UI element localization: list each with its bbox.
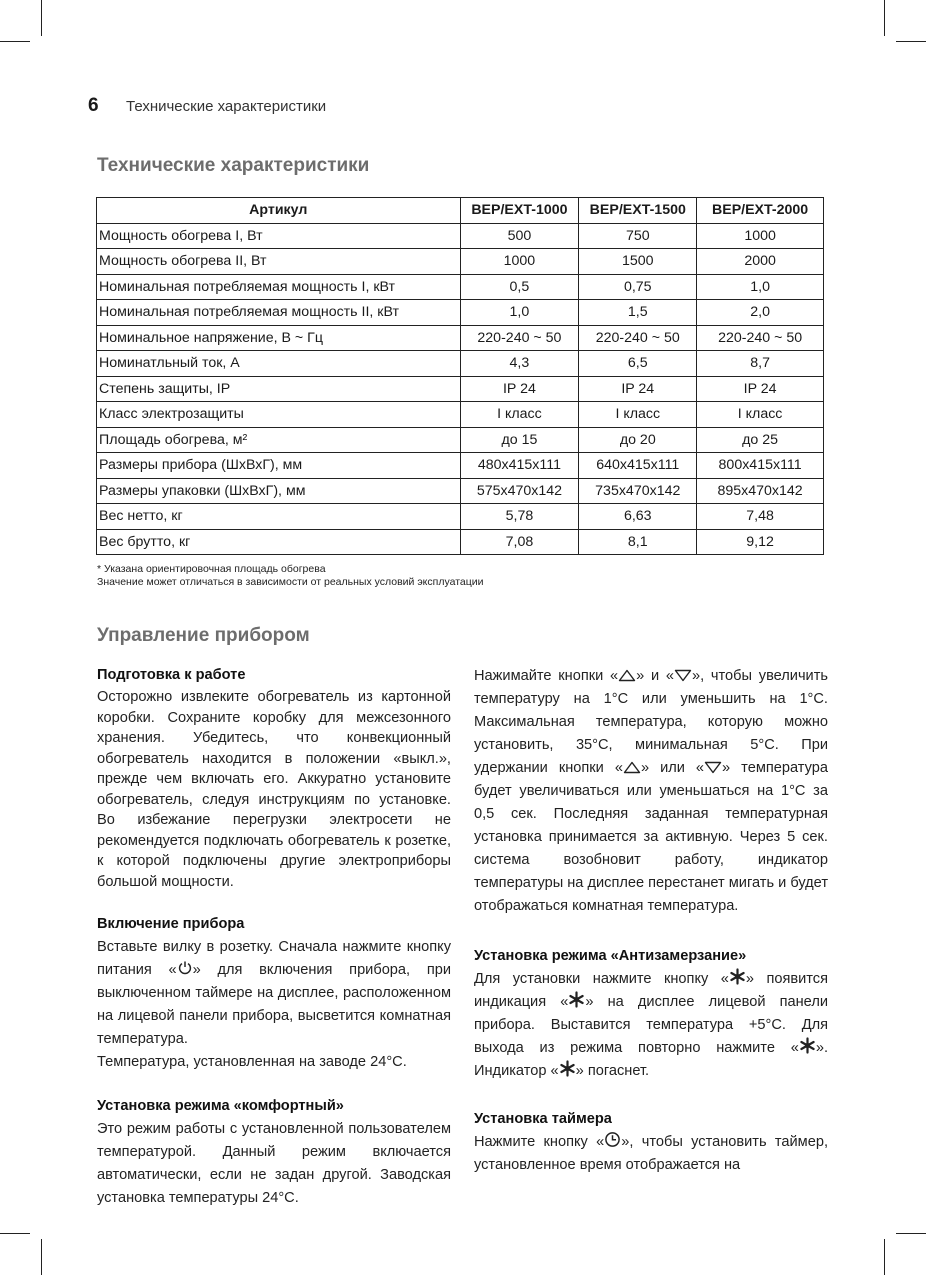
temp-adjust-section bbox=[474, 665, 828, 918]
parameter-name-cell: Номинальная потребляемая мощность II, кВт bbox=[97, 300, 461, 326]
value-cell: 1,0 bbox=[460, 300, 579, 326]
table-row bbox=[97, 453, 824, 479]
parameter-name-cell: Номинатльный ток, А bbox=[97, 351, 461, 377]
text-fragment: » появится индикация « bbox=[474, 971, 828, 1010]
crop-mark bbox=[884, 0, 885, 36]
comfort-section bbox=[97, 1096, 451, 1210]
prep-title: Подготовка к работе bbox=[97, 667, 246, 683]
crop-mark bbox=[0, 41, 30, 42]
footnote: * Указана ориентировочная площадь обогрева bbox=[97, 563, 326, 575]
value-cell: 1000 bbox=[697, 223, 824, 249]
table-row bbox=[97, 504, 824, 530]
text-fragment: », чтобы установить таймер, установленное время отображается на bbox=[474, 1134, 828, 1173]
table-row bbox=[97, 478, 824, 504]
value-cell: 220-240 ~ 50 bbox=[697, 325, 824, 351]
text-fragment: », чтобы увеличить температуру на 1°С или уменьшить на 1°С. Максимальная температура, которую можно установить, 35°С, минимальная 5°С. При удержании кнопки « bbox=[474, 668, 828, 776]
comfort-text: Это режим работы с установленной пользователем температурой. Данный режим включается автоматически, если не задан другой. Заводская установка температуры 24°С. bbox=[97, 1121, 451, 1206]
value-cell: 5,78 bbox=[460, 504, 579, 530]
value-cell: 640х415х111 bbox=[579, 453, 697, 479]
value-cell: 8,1 bbox=[579, 529, 697, 555]
control-section-heading: Управление прибором bbox=[97, 625, 310, 646]
spec-table-header bbox=[97, 198, 824, 224]
value-cell: 4,3 bbox=[460, 351, 579, 377]
value-cell: 7,08 bbox=[460, 529, 579, 555]
text-fragment: » погаснет. bbox=[575, 1063, 650, 1079]
column-header-model: BEP/EXT-1500 bbox=[579, 198, 697, 224]
comfort-title: Установка режима «комфортный» bbox=[97, 1098, 344, 1114]
text-fragment: Для установки нажмите кнопку « bbox=[474, 971, 729, 987]
timer-title: Установка таймера bbox=[474, 1111, 612, 1127]
value-cell: 220-240 ~ 50 bbox=[460, 325, 579, 351]
timer-text bbox=[474, 1131, 828, 1177]
left-text-column bbox=[97, 665, 451, 1232]
value-cell: 1,5 bbox=[579, 300, 697, 326]
spec-section-heading: Технические характеристики bbox=[97, 155, 370, 176]
snowflake-icon bbox=[799, 1037, 816, 1054]
table-row bbox=[97, 223, 824, 249]
value-cell: до 25 bbox=[697, 427, 824, 453]
value-cell: I класс bbox=[460, 402, 579, 428]
table-row bbox=[97, 529, 824, 555]
snowflake-icon bbox=[729, 968, 746, 985]
value-cell: 0,75 bbox=[579, 274, 697, 300]
power-icon bbox=[177, 960, 193, 976]
value-cell: I класс bbox=[697, 402, 824, 428]
factory-temp-text: Температура, установленная на заводе 24°С. bbox=[97, 1054, 407, 1070]
value-cell: 6,63 bbox=[579, 504, 697, 530]
text-fragment: » и « bbox=[636, 668, 675, 684]
text-fragment: Нажимайте кнопки « bbox=[474, 668, 619, 684]
timer-section bbox=[474, 1109, 828, 1177]
value-cell: 1000 bbox=[460, 249, 579, 275]
parameter-name-cell: Вес брутто, кг bbox=[97, 529, 461, 555]
value-cell: IP 24 bbox=[460, 376, 579, 402]
text-fragment: » на дисплее лицевой панели прибора. Выставится температура +5°С. Для выхода из режима повторно нажмите « bbox=[474, 994, 828, 1056]
prep-text: Осторожно извлеките обогреватель из картонной коробки. Сохраните коробку для межсезонного хранения. Убедитесь, что конвекционный обогреватель находится в положении «выкл.», прежде чем включать его. Аккуратно установите обогреватель, следуя инструкциям по установке. Во избежание перегрузки электросети не рекомендуется подключать обогреватель к розетке, к которой подключены другие электроприборы большой мощности. bbox=[97, 689, 451, 890]
value-cell: 9,12 bbox=[697, 529, 824, 555]
column-header-model: BEP/EXT-1000 bbox=[460, 198, 579, 224]
parameter-name-cell: Площадь обогрева, м² bbox=[97, 427, 461, 453]
table-row bbox=[97, 427, 824, 453]
triangle-down-icon bbox=[674, 669, 692, 682]
value-cell: 0,5 bbox=[460, 274, 579, 300]
parameter-name-cell: Мощность обогрева II, Вт bbox=[97, 249, 461, 275]
footnote: Значение может отличаться в зависимости от реальных условий эксплуатации bbox=[97, 576, 484, 588]
crop-mark bbox=[0, 1233, 30, 1234]
power-on-section bbox=[97, 914, 451, 1074]
value-cell: 6,5 bbox=[579, 351, 697, 377]
parameter-name-cell: Класс электрозащиты bbox=[97, 402, 461, 428]
parameter-name-cell: Размеры упаковки (ШхВхГ), мм bbox=[97, 478, 461, 504]
value-cell: 220-240 ~ 50 bbox=[579, 325, 697, 351]
parameter-name-cell: Номинальная потребляемая мощность I, кВт bbox=[97, 274, 461, 300]
text-fragment: » для включения прибора, при выключенном таймере на дисплее, расположенном на лицевой панели прибора, высветится комнатная температура. bbox=[97, 962, 451, 1047]
value-cell: 800х415х111 bbox=[697, 453, 824, 479]
prep-section bbox=[97, 665, 451, 892]
triangle-up-icon bbox=[623, 761, 641, 774]
value-cell: 2,0 bbox=[697, 300, 824, 326]
text-fragment: » температура будет увеличиваться или уменьшаться на 1°С за 0,5 сек. Последняя заданная температурная установка принимается за активную. Через 5 сек. система возобновит работу, индикатор температуры на дисплее перестанет мигать и будет отображаться комнатная температура. bbox=[474, 760, 828, 914]
value-cell: 8,7 bbox=[697, 351, 824, 377]
crop-mark bbox=[884, 1239, 885, 1275]
value-cell: IP 24 bbox=[579, 376, 697, 402]
value-cell: 1500 bbox=[579, 249, 697, 275]
parameter-name-cell: Размеры прибора (ШхВхГ), мм bbox=[97, 453, 461, 479]
spec-footnotes bbox=[97, 563, 483, 589]
table-row bbox=[97, 351, 824, 377]
antifreeze-title: Установка режима «Антизамерзание» bbox=[474, 948, 747, 964]
crop-mark bbox=[41, 0, 42, 36]
table-row bbox=[97, 249, 824, 275]
spec-header-row bbox=[97, 198, 824, 224]
running-header: Технические характеристики bbox=[126, 98, 327, 115]
antifreeze-section bbox=[474, 946, 828, 1083]
table-row bbox=[97, 325, 824, 351]
parameter-name-cell: Номинальное напряжение, В ~ Гц bbox=[97, 325, 461, 351]
table-row bbox=[97, 274, 824, 300]
value-cell: I класс bbox=[579, 402, 697, 428]
crop-mark bbox=[41, 1239, 42, 1275]
parameter-name-cell: Мощность обогрева I, Вт bbox=[97, 223, 461, 249]
temp-adjust-text bbox=[474, 665, 828, 918]
right-text-column bbox=[474, 665, 828, 1199]
spec-table bbox=[96, 197, 824, 555]
power-on-text bbox=[97, 936, 451, 1051]
text-fragment: Вставьте вилку в розетку. Сначала нажмите кнопку питания « bbox=[97, 939, 451, 978]
parameter-name-cell: Вес нетто, кг bbox=[97, 504, 461, 530]
parameter-name-cell: Степень защиты, IP bbox=[97, 376, 461, 402]
value-cell: IP 24 bbox=[697, 376, 824, 402]
column-header-model: BEP/EXT-2000 bbox=[697, 198, 824, 224]
snowflake-icon bbox=[559, 1060, 576, 1077]
triangle-down-icon bbox=[704, 761, 722, 774]
value-cell: 750 bbox=[579, 223, 697, 249]
text-fragment: ». Индикатор « bbox=[474, 1040, 828, 1079]
antifreeze-text bbox=[474, 968, 828, 1083]
value-cell: до 15 bbox=[460, 427, 579, 453]
spec-table-body bbox=[97, 223, 824, 555]
crop-mark bbox=[896, 1233, 926, 1234]
value-cell: 575х470х142 bbox=[460, 478, 579, 504]
value-cell: 2000 bbox=[697, 249, 824, 275]
value-cell: 735х470х142 bbox=[579, 478, 697, 504]
power-on-title: Включение прибора bbox=[97, 916, 245, 932]
value-cell: 1,0 bbox=[697, 274, 824, 300]
value-cell: 500 bbox=[460, 223, 579, 249]
table-row bbox=[97, 376, 824, 402]
triangle-up-icon bbox=[618, 669, 636, 682]
value-cell: 480х415х111 bbox=[460, 453, 579, 479]
timer-icon bbox=[604, 1131, 621, 1148]
value-cell: до 20 bbox=[579, 427, 697, 453]
snowflake-icon bbox=[568, 991, 585, 1008]
crop-mark bbox=[896, 41, 926, 42]
table-row bbox=[97, 402, 824, 428]
text-fragment: Нажмите кнопку « bbox=[474, 1134, 605, 1150]
text-fragment: » или « bbox=[640, 760, 705, 776]
value-cell: 895х470х142 bbox=[697, 478, 824, 504]
page-number: 6 bbox=[88, 95, 99, 116]
value-cell: 7,48 bbox=[697, 504, 824, 530]
column-header-article: Артикул bbox=[97, 198, 461, 224]
table-row bbox=[97, 300, 824, 326]
